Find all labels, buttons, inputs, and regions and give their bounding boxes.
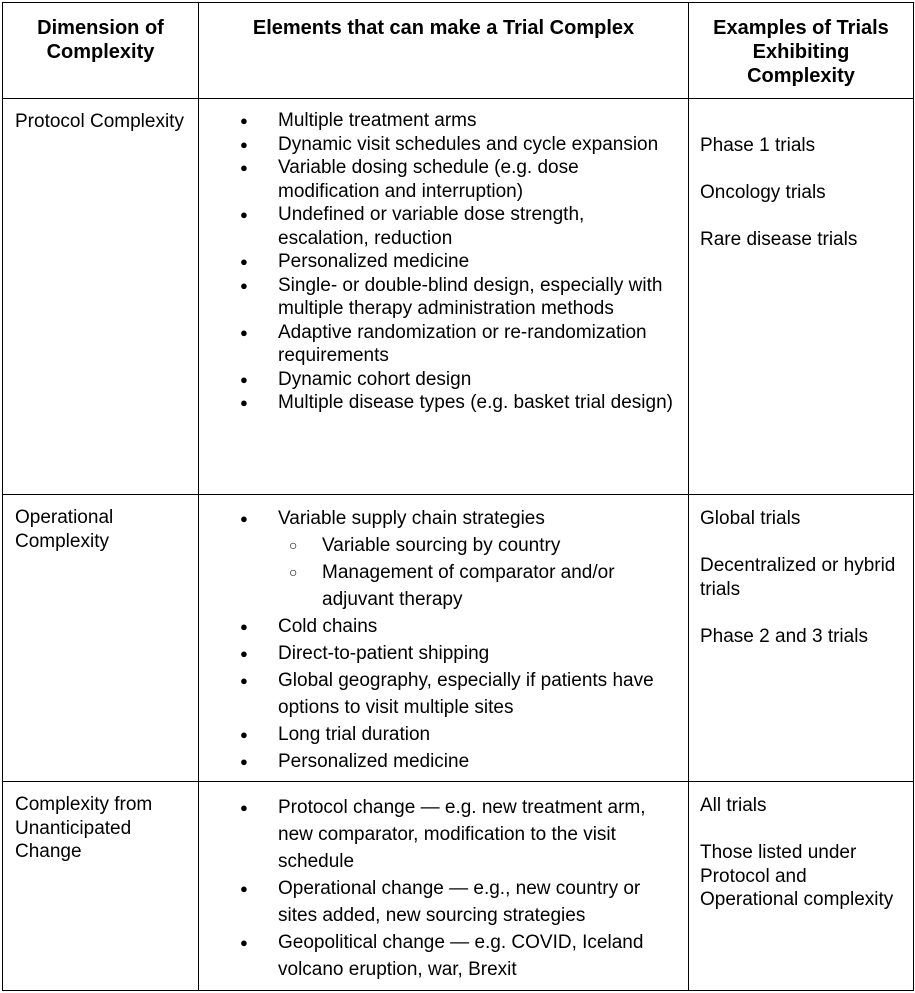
examples-cell (689, 782, 914, 991)
list-item: ● Personalized medicine (278, 250, 680, 274)
list-item: ● Long trial duration (278, 721, 680, 748)
example-item: Oncology trials (700, 182, 826, 203)
table-row-operational (3, 495, 914, 782)
list-item: ● Operational change — e.g., new country or sites added, new sourcing strategies (278, 875, 680, 929)
elements-list (199, 505, 680, 775)
elements-list (199, 794, 680, 983)
example-item: Those listed under Protocol and Operational complexity (700, 842, 894, 910)
table-row-unanticipated (3, 782, 914, 991)
list-item: ● Adaptive randomization or re-randomization requirements (278, 321, 680, 368)
examples-cell (689, 495, 914, 782)
header-examples: Examples of Trials Exhibiting Complexity (689, 3, 914, 99)
list-item: ● Personalized medicine (278, 748, 680, 775)
table-row-protocol (3, 99, 914, 495)
list-item: ● Global geography, especially if patients have options to visit multiple sites (278, 667, 680, 721)
elements-cell (199, 495, 689, 782)
header-row (3, 3, 914, 99)
list-item-text: Variable supply chain strategies (278, 508, 545, 529)
elements-cell (199, 99, 689, 495)
example-item: Rare disease trials (700, 229, 858, 250)
list-item: ● Undefined or variable dose strength, escalation, reduction (278, 203, 680, 250)
elements-list (199, 109, 680, 415)
dimension-cell: Complexity from Unanticipated Change (3, 782, 199, 991)
dimension-cell: Protocol Complexity (3, 99, 199, 495)
list-item: ● Direct-to-patient shipping (278, 640, 680, 667)
list-item (278, 505, 680, 613)
header-elements: Elements that can make a Trial Complex (199, 3, 689, 99)
list-item: ● Single- or double-blind design, especially with multiple therapy administration methods (278, 274, 680, 321)
example-item: All trials (700, 795, 767, 816)
list-item: ● Variable dosing schedule (e.g. dose modification and interruption) (278, 156, 680, 203)
example-item: Phase 2 and 3 trials (700, 625, 868, 647)
list-item: ● Dynamic visit schedules and cycle expansion (278, 133, 680, 157)
example-item: Decentralized or hybrid trials (700, 555, 896, 600)
examples-cell (689, 99, 914, 495)
list-item: ● Multiple disease types (e.g. basket trial design) (278, 391, 680, 415)
list-item: ● Multiple treatment arms (278, 109, 680, 133)
list-item: ● Dynamic cohort design (278, 368, 680, 392)
example-item: Global trials (700, 508, 801, 529)
dimension-cell: Operational Complexity (3, 495, 199, 782)
sub-list-item: ○ Variable sourcing by country (322, 532, 680, 559)
list-item: ● Geopolitical change — e.g. COVID, Iceland volcano eruption, war, Brexit (278, 929, 680, 983)
elements-cell (199, 782, 689, 991)
list-item: ● Protocol change — e.g. new treatment arm, new comparator, modification to the visit schedule (278, 794, 680, 875)
complexity-table (2, 2, 914, 991)
sub-list-item: ○ Management of comparator and/or adjuvant therapy (322, 559, 680, 613)
example-item: Phase 1 trials (700, 135, 816, 156)
header-dimension: Dimension of Complexity (3, 3, 199, 99)
list-item: ● Cold chains (278, 613, 680, 640)
sub-elements-list (278, 532, 680, 613)
